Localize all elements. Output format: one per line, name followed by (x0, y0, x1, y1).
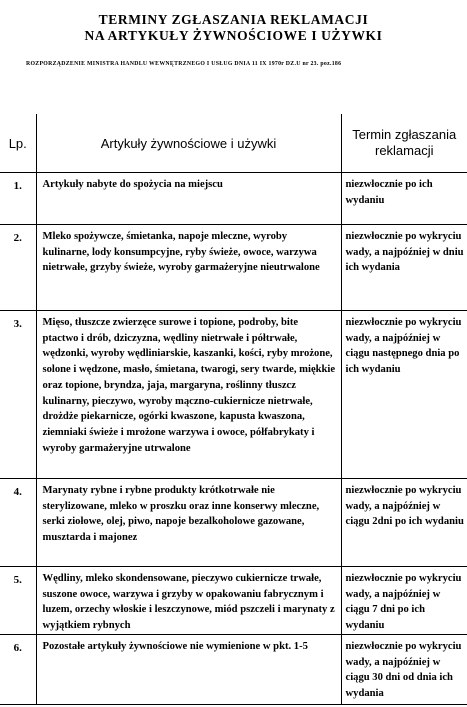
row-number: 6. (0, 635, 36, 705)
row-items: Wędliny, mleko skondensowane, pieczywo cukiernicze trwałe, suszone owoce, warzywa i grzyby w opakowaniu fabrycznym i luzem, orzechy włoskie i leszczynowe, miód pszczeli i marynaty z wyjątkiem rybnych (36, 567, 341, 635)
table-header-row (0, 114, 467, 173)
row-number: 2. (0, 225, 36, 311)
regulation-reference: ROZPORZĄDZENIE MINISTRA HANDLU WEWNĘTRZNEGO I USŁUG DNIA 11 IX 1970r DZ.U nr 23. poz.186 (26, 61, 342, 67)
row-items: Mleko spożywcze, śmietanka, napoje mleczne, wyroby kulinarne, lody konsumpcyjne, ryby świeże, owoce, warzywa nietrwałe, grzyby świeże, wyroby garmażeryjne nieutrwalone (36, 225, 341, 311)
row-number: 3. (0, 311, 36, 479)
row-items: Mięso, tłuszcze zwierzęce surowe i topione, podroby, bite ptactwo i drób, dziczyzna, wędliny nietrwałe i półtrwałe, wędzonki, wyroby wędliniarskie, kaszanki, kości, ryby mrożone, solone i wędzone, masło, śmietana, twarogi, sery twarde, miękkie oraz topione, bryndza, jaja, margaryna, roślinny tłuszcz kulinarny, pieczywo, wyroby mączno-cukiernicze nietrwałe, drożdże piekarnicze, ogórki kwaszone, kapusta kwaszona, ziemniaki świeże i mrożone warzywa i owoce, półfabrykaty i wyroby garmażeryjne utrwalone (36, 311, 341, 479)
row-number: 5. (0, 567, 36, 635)
complaint-deadlines-table (0, 114, 467, 705)
row-term: niezwłocznie po ich wydaniu (341, 173, 467, 225)
row-term: niezwłocznie po wykryciu wady, a najpóźniej w dniu ich wydania (341, 225, 467, 311)
row-term: niezwłocznie po wykryciu wady, a najpóźniej w ciągu następnego dnia po ich wydaniu (341, 311, 467, 479)
row-items: Artykuły nabyte do spożycia na miejscu (36, 173, 341, 225)
row-number: 4. (0, 479, 36, 567)
table-row (0, 567, 467, 635)
document-title-line-2: NA ARTYKUŁY ŻYWNOŚCIOWE I UŻYWKI (84, 28, 383, 43)
row-term: niezwłocznie po wykryciu wady, a najpóźniej w ciągu 30 dni od dnia ich wydania (341, 635, 467, 705)
row-items: Marynaty rybne i rybne produkty krótkotrwałe nie sterylizowane, mleko w proszku oraz inne konserwy mleczne, serki ziołowe, olej, piwo, napoje bezalkoholowe gazowane, musztarda i majonez (36, 479, 341, 567)
column-header-term: Termin zgłaszania reklamacji (341, 114, 467, 173)
table-row (0, 225, 467, 311)
column-header-lp: Lp. (0, 114, 36, 173)
table-row (0, 635, 467, 705)
row-items: Pozostałe artykuły żywnościowe nie wymienione w pkt. 1-5 (36, 635, 341, 705)
column-header-items: Artykuły żywnościowe i używki (36, 114, 341, 173)
table-row (0, 173, 467, 225)
table-row (0, 311, 467, 479)
row-term: niezwłocznie po wykryciu wady, a najpóźniej w ciągu 7 dni po ich wydaniu (341, 567, 467, 635)
row-term: niezwłocznie po wykryciu wady, a najpóźniej w ciągu 2dni po ich wydaniu (341, 479, 467, 567)
row-number: 1. (0, 173, 36, 225)
document-title-line-1: TERMINY ZGŁASZANIA REKLAMACJI (98, 12, 369, 27)
table-row (0, 479, 467, 567)
